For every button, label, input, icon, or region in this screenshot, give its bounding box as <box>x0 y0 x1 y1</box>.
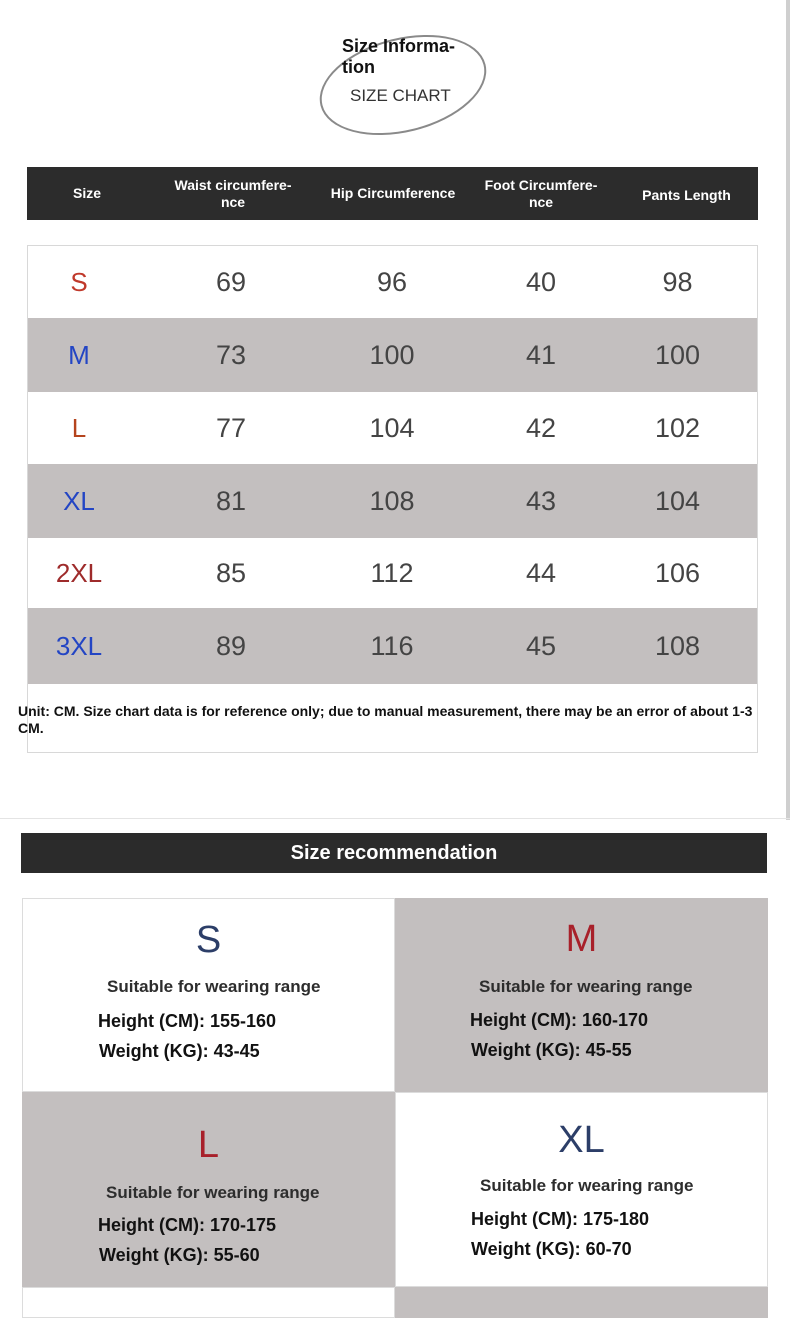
table-row <box>28 318 757 392</box>
size-cell: XL <box>63 485 95 516</box>
hip-cell: 108 <box>369 485 415 516</box>
card-range-label: Suitable for wearing range <box>479 977 693 996</box>
waist-cell: 85 <box>215 557 247 588</box>
table-row <box>28 246 757 318</box>
foot-cell: 40 <box>525 266 557 297</box>
column-header-size: Size <box>72 185 101 201</box>
pants-length-cell: 100 <box>654 339 701 370</box>
recommendation-card-xl <box>395 1092 768 1287</box>
hip-cell: 104 <box>369 412 415 443</box>
foot-cell: 42 <box>525 412 557 443</box>
waist-cell: 77 <box>215 412 247 443</box>
card-weight: Weight (KG): 55-60 <box>99 1245 260 1265</box>
page-subtitle: SIZE CHART <box>350 86 451 105</box>
card-size-label: S <box>195 919 222 961</box>
card-height: Height (CM): 170-175 <box>98 1215 277 1235</box>
card-weight: Weight (KG): 60-70 <box>471 1239 632 1259</box>
unit-note: Unit: CM. Size chart data is for reference only; due to manual measurement, there may be an error of about 1-3 CM. <box>18 703 753 736</box>
recommendation-card-partial <box>22 1287 395 1318</box>
waist-cell: 89 <box>215 630 247 661</box>
foot-cell: 44 <box>525 557 557 588</box>
hip-cell: 100 <box>369 339 415 370</box>
waist-cell: 81 <box>215 485 247 516</box>
column-header-hip: Hip Circumference <box>330 185 456 201</box>
recommendation-card-s <box>22 898 395 1092</box>
size-cell: 3XL <box>55 630 103 661</box>
recommendation-card-l <box>22 1092 395 1287</box>
pants-length-cell: 106 <box>654 557 701 588</box>
pants-length-cell: 104 <box>654 485 701 516</box>
card-weight: Weight (KG): 45-55 <box>471 1040 632 1060</box>
section-divider <box>0 818 790 819</box>
recommendation-header: Size recommendation <box>21 833 767 873</box>
foot-cell: 43 <box>525 485 557 516</box>
table-row <box>28 538 757 608</box>
recommendation-card-m <box>395 898 768 1092</box>
size-cell: M <box>68 339 90 370</box>
pants-length-cell: 108 <box>654 630 701 661</box>
size-cell: L <box>71 412 87 443</box>
card-range-label: Suitable for wearing range <box>480 1176 694 1195</box>
card-range-label: Suitable for wearing range <box>107 977 321 996</box>
table-row <box>28 392 757 464</box>
size-table <box>27 245 758 753</box>
table-row <box>28 608 757 684</box>
column-header-waist: Waist circumfere- nce <box>174 176 292 210</box>
waist-cell: 73 <box>215 339 247 370</box>
foot-cell: 45 <box>525 630 557 661</box>
pants-length-cell: 102 <box>654 412 701 443</box>
column-header-pants-length: Pants Length <box>642 187 731 203</box>
waist-cell: 69 <box>215 266 247 297</box>
hip-cell: 96 <box>376 266 408 297</box>
card-size-label: M <box>565 918 598 960</box>
pants-length-cell: 98 <box>662 266 693 297</box>
card-weight: Weight (KG): 43-45 <box>99 1041 260 1061</box>
table-header <box>27 167 758 220</box>
size-cell: S <box>70 266 88 297</box>
table-row <box>28 464 757 538</box>
column-header-foot: Foot Circumfere- nce <box>484 176 598 210</box>
card-size-label: XL <box>558 1119 605 1161</box>
card-size-label: L <box>197 1124 220 1166</box>
hip-cell: 116 <box>370 630 414 661</box>
size-cell: 2XL <box>55 557 103 588</box>
card-range-label: Suitable for wearing range <box>106 1183 320 1202</box>
foot-cell: 41 <box>525 339 557 370</box>
card-height: Height (CM): 160-170 <box>470 1010 649 1030</box>
card-height: Height (CM): 175-180 <box>471 1209 650 1229</box>
page-edge-shadow <box>786 0 790 820</box>
card-height: Height (CM): 155-160 <box>98 1011 277 1031</box>
hip-cell: 112 <box>370 557 414 588</box>
page-title: Size Informa- tion <box>342 36 456 77</box>
recommendation-card-partial <box>395 1287 768 1318</box>
